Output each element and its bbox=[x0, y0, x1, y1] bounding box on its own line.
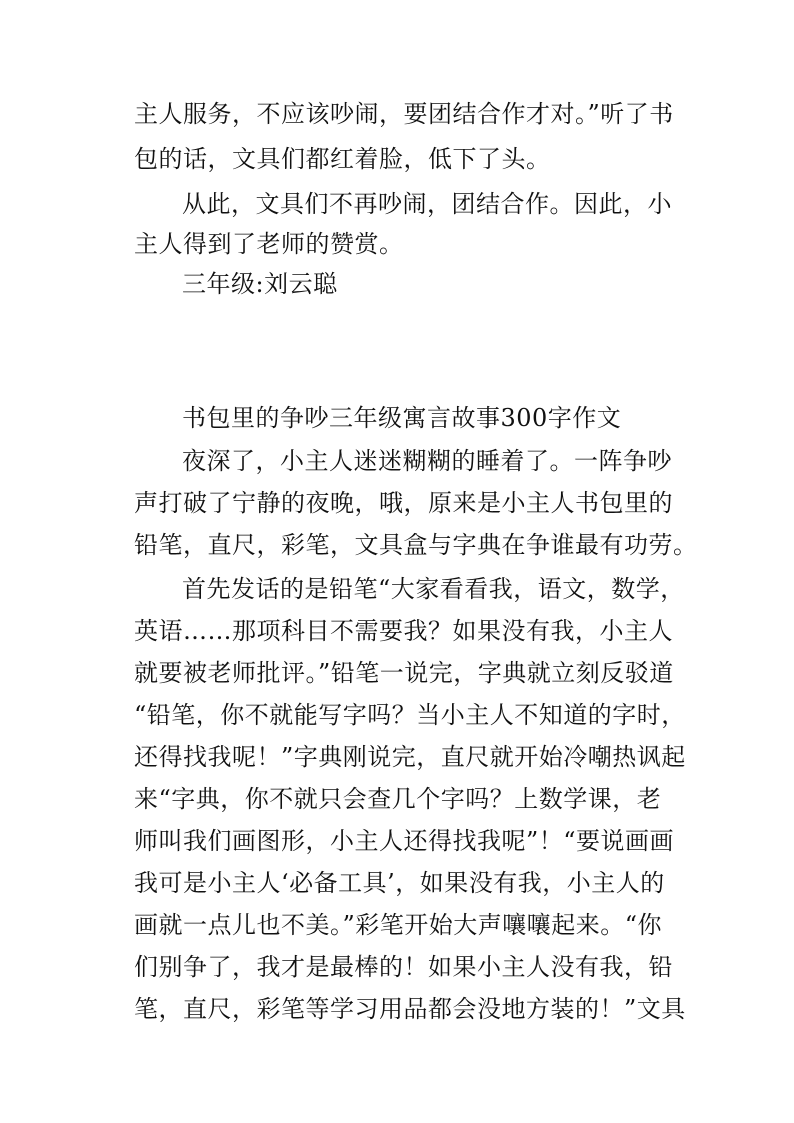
paragraph-line: 主人得到了老师的赞赏。 bbox=[134, 230, 404, 258]
paragraph-line: 来“字典，你不就只会查几个字吗？上数学课，老 bbox=[134, 785, 662, 813]
paragraph-line: 就要被老师批评。”铅笔一说完，字典就立刻反驳道 bbox=[134, 659, 674, 687]
paragraph-line: 笔，直尺，彩笔等学习用品都会没地方装的！”文具 bbox=[134, 995, 686, 1023]
author-line: 三年级:刘云聪 bbox=[182, 270, 338, 298]
paragraph-line: 画就一点儿也不美。”彩笔开始大声嚷嚷起来。“你 bbox=[134, 911, 663, 939]
paragraph-line: “铅笔，你不就能写字吗？当小主人不知道的字时， bbox=[134, 701, 686, 729]
paragraph-line: 首先发话的是铅笔“大家看看我，语文，数学， bbox=[182, 575, 685, 603]
paragraph-line: 包的话，文具们都红着脸，低下了头。 bbox=[134, 145, 551, 173]
paragraph-line: 夜深了，小主人迷迷糊糊的睡着了。一阵争吵 bbox=[182, 447, 672, 475]
paragraph-line: 从此，文具们不再吵闹，团结合作。因此，小 bbox=[182, 190, 672, 218]
paragraph-line: 师叫我们画图形，小主人还得找我呢”！“要说画画 bbox=[134, 827, 675, 855]
paragraph-line: 还得找我呢！”字典刚说完，直尺就开始冷嘲热讽起 bbox=[134, 743, 686, 771]
paragraph-line: 声打破了宁静的夜晚，哦，原来是小主人书包里的 bbox=[134, 489, 673, 517]
paragraph-line: 们别争了，我才是最棒的！如果小主人没有我，铅 bbox=[134, 953, 673, 981]
paragraph-line: 我可是小主人‘必备工具’，如果没有我，小主人的 bbox=[134, 869, 665, 897]
paragraph-line: 主人服务，不应该吵闹，要团结合作才对。”听了书 bbox=[134, 100, 674, 128]
paragraph-line: 英语……那项科目不需要我？如果没有我，小主人 bbox=[134, 617, 673, 645]
article-title: 书包里的争吵三年级寓言故事300字作文 bbox=[182, 404, 622, 432]
paragraph-line: 铅笔，直尺，彩笔，文具盒与字典在争谁最有功劳。 bbox=[134, 531, 698, 559]
